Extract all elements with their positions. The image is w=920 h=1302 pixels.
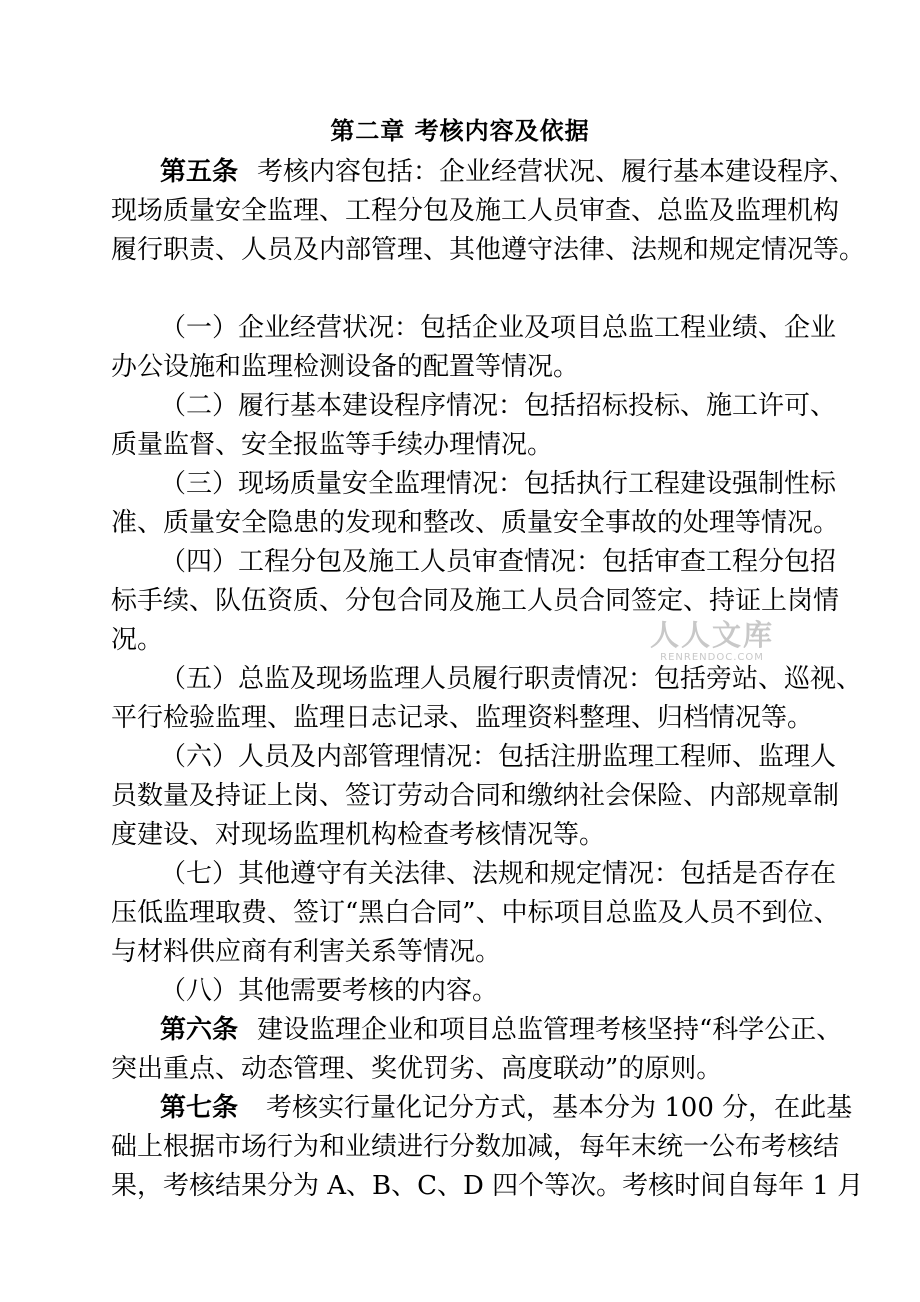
watermark-text: 人人文库 [649,618,774,652]
item-text: 况。 [111,625,164,655]
paragraph-text: 果，考核结果分为 A、B、C、D 四个等次。考核时间自每年 1 月 [111,1171,864,1201]
item-3-line-1 [0,465,920,503]
item-2-line-2 [0,426,920,464]
article-5-line-3 [0,231,920,269]
item-6-line-2 [0,777,920,815]
article-5-line-1 [0,153,920,191]
article-7-label: 第七条 [160,1093,239,1123]
item-4-line-2 [0,582,920,620]
article-6-label: 第六条 [160,1015,239,1045]
item-7-line-3 [0,933,920,971]
item-4-line-3 [0,621,920,659]
watermark-subtext: RENRENDOC.COM [660,652,764,663]
item-1-line-1 [0,309,920,347]
item-text: 平行检验监理、监理日志记录、监理资料整理、归档情况等。 [111,703,814,733]
item-text: 压低监理取费、签订“黑白合同”、中标项目总监及人员不到位、 [111,898,840,928]
item-text: 质量监督、安全报监等手续办理情况。 [111,430,554,460]
item-text: 准、质量安全隐患的发现和整改、质量安全事故的处理等情况。 [111,508,840,538]
item-6-line-1 [0,738,920,776]
item-5-line-2 [0,699,920,737]
paragraph-text: 履行职责、人员及内部管理、其他遵守法律、法规和规定情况等。 [111,235,866,265]
item-text: 办公设施和监理检测设备的配置等情况。 [111,352,580,382]
paragraph-text: 础上根据市场行为和业绩进行分数加减，每年末统一公布考核结 [111,1132,840,1162]
article-7-text: 考核实行量化记分方式，基本分为 100 分，在此基 [266,1093,853,1123]
item-8-line-1 [0,972,920,1010]
item-6-line-3 [0,816,920,854]
item-text: （七）其他遵守有关法律、法规和规定情况：包括是否存在 [160,859,837,889]
article-5-label: 第五条 [160,157,239,187]
article-6-line-2 [0,1050,920,1088]
item-7-line-2 [0,894,920,932]
item-text: （六）人员及内部管理情况：包括注册监理工程师、监理人 [160,742,837,772]
item-text: 员数量及持证上岗、签订劳动合同和缴纳社会保险、内部规章制 [111,781,840,811]
item-text: 与材料供应商有利害关系等情况。 [111,937,502,967]
item-text: （一）企业经营状况：包括企业及项目总监工程业绩、企业 [160,313,837,343]
item-7-line-1 [0,855,920,893]
item-text: （三）现场质量安全监理情况：包括执行工程建设强制性标 [160,469,837,499]
item-text: （五）总监及现场监理人员履行职责情况：包括旁站、巡视、 [160,664,863,694]
item-3-line-2 [0,504,920,542]
article-6-text: 建设监理企业和项目总监管理考核坚持“科学公正、 [257,1015,843,1045]
item-text: （八）其他需要考核的内容。 [160,976,499,1006]
article-7-line-1 [0,1089,920,1127]
item-text: 标手续、队伍资质、分包合同及施工人员合同签定、持证上岗情 [111,586,840,616]
article-6-line-1 [0,1011,920,1049]
item-text: 度建设、对现场监理机构检查考核情况等。 [111,820,606,850]
article-5-line-2 [0,192,920,230]
article-7-line-2 [0,1128,920,1166]
article-7-line-3 [0,1167,920,1205]
paragraph-text: 突出重点、动态管理、奖优罚劣、高度联动”的原则。 [111,1054,723,1084]
chapter-title: 第二章 考核内容及依据 [330,117,590,145]
item-text: （二）履行基本建设程序情况：包括招标投标、施工许可、 [160,391,837,421]
paragraph-text: 现场质量安全监理、工程分包及施工人员审查、总监及监理机构 [111,196,840,226]
item-2-line-1 [0,387,920,425]
item-text: （四）工程分包及施工人员审查情况：包括审查工程分包招 [160,547,837,577]
item-4-line-1 [0,543,920,581]
article-5-text: 考核内容包括：企业经营状况、履行基本建设程序、 [257,157,856,187]
item-5-line-1 [0,660,920,698]
item-1-line-2 [0,348,920,386]
